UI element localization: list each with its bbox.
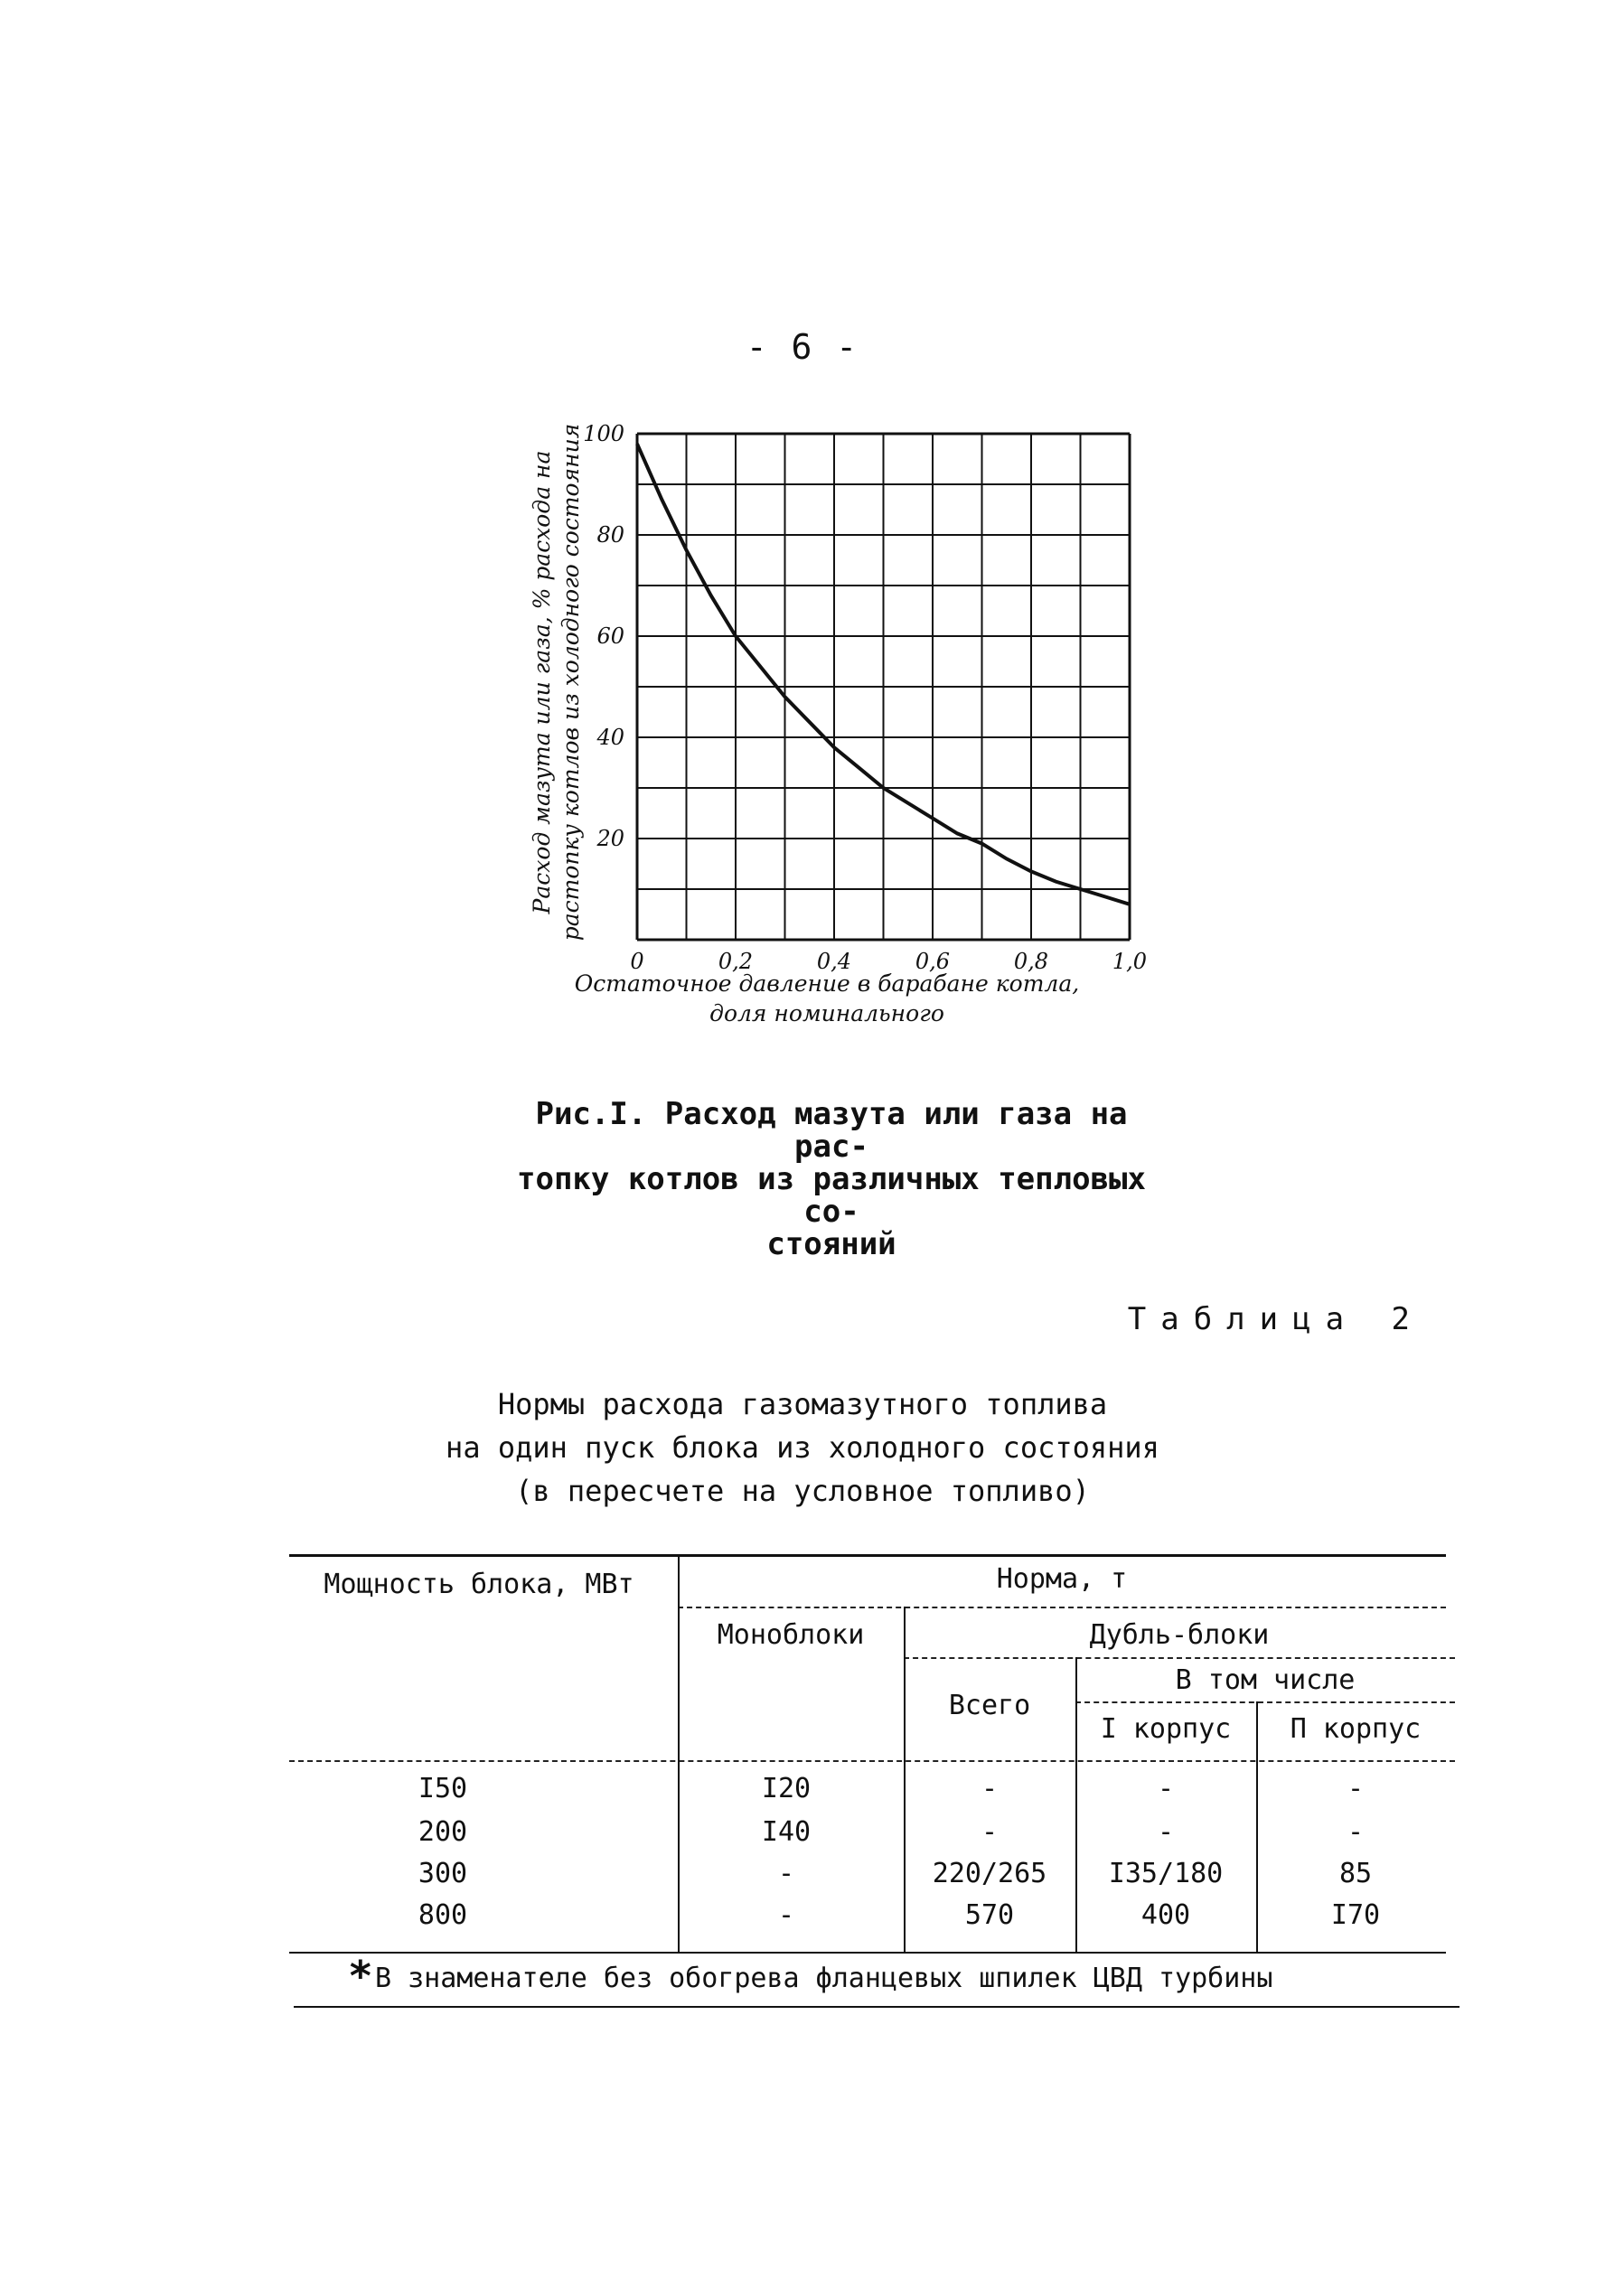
table-top-rule (289, 1554, 1446, 1557)
y-tick-label: 40 (596, 725, 624, 750)
x-tick-label: 0,2 (718, 949, 754, 974)
cell-body1: I35/180 (1108, 1858, 1224, 1889)
table-bottom-rule (294, 2006, 1460, 2008)
x-tick-label: 0,6 (915, 949, 951, 974)
cell-body2: 85 (1338, 1858, 1373, 1889)
header-rule-3 (1075, 1701, 1455, 1703)
y-axis-ticks (583, 421, 624, 851)
cell-body1: - (1157, 1816, 1175, 1848)
cell-power: 300 (418, 1858, 468, 1889)
footnote: В знаменателе без обогрева фланцевых шпилек ЦВД турбины (375, 1963, 1273, 1994)
x-tick-label: 0 (630, 949, 644, 974)
cell-mono: - (777, 1858, 795, 1889)
cell-body2: - (1347, 1816, 1365, 1848)
cell-power: 800 (418, 1899, 468, 1931)
table-label: Таблица 2 (1127, 1301, 1424, 1337)
header-rule-1 (678, 1607, 1446, 1608)
cell-mono: I40 (761, 1816, 812, 1848)
header-mono: Моноблоки (717, 1619, 865, 1651)
x-tick-label: 0,4 (816, 949, 852, 974)
header-total: Всего (948, 1690, 1031, 1721)
y-tick-label: 60 (596, 623, 624, 649)
header-norm: Норма, т (996, 1563, 1128, 1595)
x-axis-label-line2: доля номинального (709, 1000, 944, 1026)
table-title: Нормы расхода газомазутного топлива на один пуск блока из холодного состояния (в пересчете на условное топливо) (446, 1387, 1159, 1508)
chart (506, 407, 1157, 1039)
footnote-mark: * (348, 1952, 373, 2001)
norms-table (289, 1554, 1455, 2024)
cell-total: - (981, 1773, 999, 1804)
page-number: - 6 - (746, 327, 859, 367)
cell-body2: - (1347, 1773, 1365, 1804)
x-axis-label-line1: Остаточное давление в барабане котла, (574, 970, 1080, 997)
header-bottom-rule (289, 1760, 1455, 1762)
cell-power: I50 (418, 1773, 468, 1804)
cell-total: 220/265 (932, 1858, 1047, 1889)
cell-mono: - (777, 1899, 795, 1931)
y-tick-label: 100 (583, 421, 624, 446)
body-bottom-rule (289, 1952, 1446, 1954)
figure-caption: Рис.I. Расход мазута или газа на рас- топку котлов из различных тепловых со- стояний (517, 1096, 1146, 1262)
header-including: В том числе (1175, 1664, 1356, 1696)
x-tick-label: 0,8 (1013, 949, 1049, 974)
cell-total: - (981, 1816, 999, 1848)
y-axis-label-line1: Расход мазута или газа, % расхода на (529, 450, 555, 914)
y-tick-label: 80 (596, 522, 624, 548)
y-axis-label-line2: растопку котлов из холодного состояния (558, 423, 584, 942)
y-tick-label: 20 (596, 826, 624, 851)
col-rule-1 (678, 1554, 680, 1952)
header-duble: Дубль-блоки (1089, 1619, 1270, 1651)
cell-power: 200 (418, 1816, 468, 1848)
header-body2: П корпус (1290, 1713, 1422, 1745)
header-power: Мощность блока, МВт (324, 1569, 634, 1600)
header-body1: I корпус (1100, 1713, 1232, 1745)
chart-grid (637, 434, 1130, 940)
cell-total: 570 (964, 1899, 1015, 1931)
x-tick-label: 1,0 (1112, 949, 1148, 974)
header-rule-2 (904, 1657, 1455, 1659)
cell-mono: I20 (761, 1773, 812, 1804)
cell-body1: 400 (1140, 1899, 1191, 1931)
cell-body1: - (1157, 1773, 1175, 1804)
cell-body2: I70 (1330, 1899, 1381, 1931)
